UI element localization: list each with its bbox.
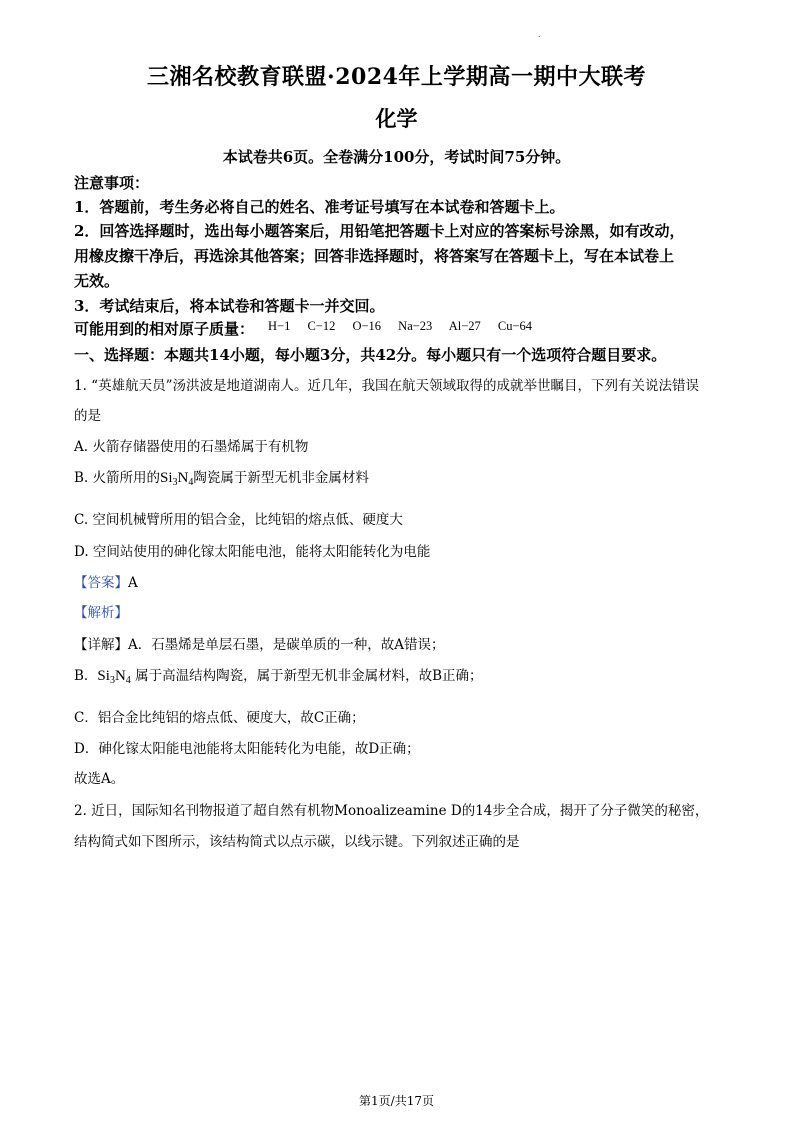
detail-c: C．铝合金比纯铝的熔点低、硬度大，故C正确； bbox=[74, 710, 365, 726]
detail-label: 【详解】 bbox=[74, 637, 128, 653]
q1-option-d: D. 空间站使用的砷化镓太阳能电池，能将太阳能转化为电能 bbox=[74, 544, 431, 560]
si3n4-formula-detail: $Si_3N_4$ bbox=[97, 668, 131, 686]
atomic-mass-label: 可能用到的相对原子质量： bbox=[74, 320, 255, 338]
page-footer: 第1页/共17页 bbox=[359, 1094, 434, 1108]
stray-dot: . bbox=[538, 30, 541, 39]
notes-heading: 注意事项： bbox=[74, 174, 150, 192]
note-2-line-2: 用橡皮擦干净后，再选涂其他答案；回答非选择题时，将答案写在答题卡上，写在本试卷上 bbox=[74, 247, 675, 265]
q1-option-b-suffix: 陶瓷属于新型无机非金属材料 bbox=[193, 470, 369, 486]
q1-option-b-prefix: B. 火箭所用的 bbox=[74, 470, 161, 486]
answer-label: 【答案】 bbox=[74, 575, 128, 591]
conclusion: 故选A。 bbox=[74, 771, 125, 787]
note-1: 1．答题前，考生务必将自己的姓名、准考证号填写在本试卷和答题卡上。 bbox=[74, 198, 565, 216]
section-1-heading: 一、选择题：本题共14小题，每小题3分，共42分。每小题只有一个选项符合题目要求。 bbox=[74, 346, 667, 364]
answer-value: A bbox=[128, 575, 138, 591]
q1-stem-line-1: 1. “英雄航天员”汤洪波是地道湖南人。近几年，我国在航天领域取得的成就举世瞩目，下列有关说法错误 bbox=[74, 378, 699, 394]
detail-a: 【详解】A．石墨烯是单层石墨，是碳单质的一种，故A错误； bbox=[74, 637, 445, 653]
q1-option-a: A. 火箭存储器使用的石墨烯属于有机物 bbox=[74, 439, 309, 455]
note-2-line-1: 2．回答选择题时，选出每小题答案后，用铅笔把答题卡上对应的答案标号涂黑，如有改动， bbox=[74, 222, 685, 240]
exam-info: 本试卷共6页。全卷满分100分，考试时间75分钟。 bbox=[222, 148, 571, 166]
analysis-label: 【解析】 bbox=[74, 605, 128, 621]
q1-option-c: C. 空间机械臂所用的铝合金，比纯铝的熔点低、硬度大 bbox=[74, 512, 403, 528]
detail-d: D．砷化镓太阳能电池能将太阳能转化为电能，故D正确； bbox=[74, 741, 420, 757]
detail-b: B．$Si_3N_4$ 属于高温结构陶瓷，属于新型无机非金属材料，故B正确； bbox=[74, 668, 483, 686]
q1-option-b bbox=[74, 466, 369, 488]
note-3: 3．考试结束后，将本试卷和答题卡一并交回。 bbox=[74, 297, 385, 315]
si3n4-formula: $Si_3N_4$ bbox=[160, 470, 194, 488]
atomic-mass-values: H−1 C−12 O−16 Na−23 Al−27 Cu−64 bbox=[268, 319, 533, 333]
q2-stem-line-2: 结构简式如下图所示，该结构简式以点示碳，以线示键。下列叙述正确的是 bbox=[74, 834, 520, 850]
exam-title: 三湘名校教育联盟·2024年上学期高一期中大联考 bbox=[147, 64, 646, 90]
subject-title: 化学 bbox=[375, 106, 418, 131]
q1-stem-line-2: 的是 bbox=[74, 408, 101, 424]
q1-answer bbox=[74, 571, 138, 591]
q2-stem-line-1: 2. 近日，国际知名刊物报道了超自然有机物Monoalizeamine D的14步全合成，揭开了分子微笑的秘密， bbox=[74, 803, 709, 819]
note-2-line-3: 无效。 bbox=[74, 272, 120, 290]
